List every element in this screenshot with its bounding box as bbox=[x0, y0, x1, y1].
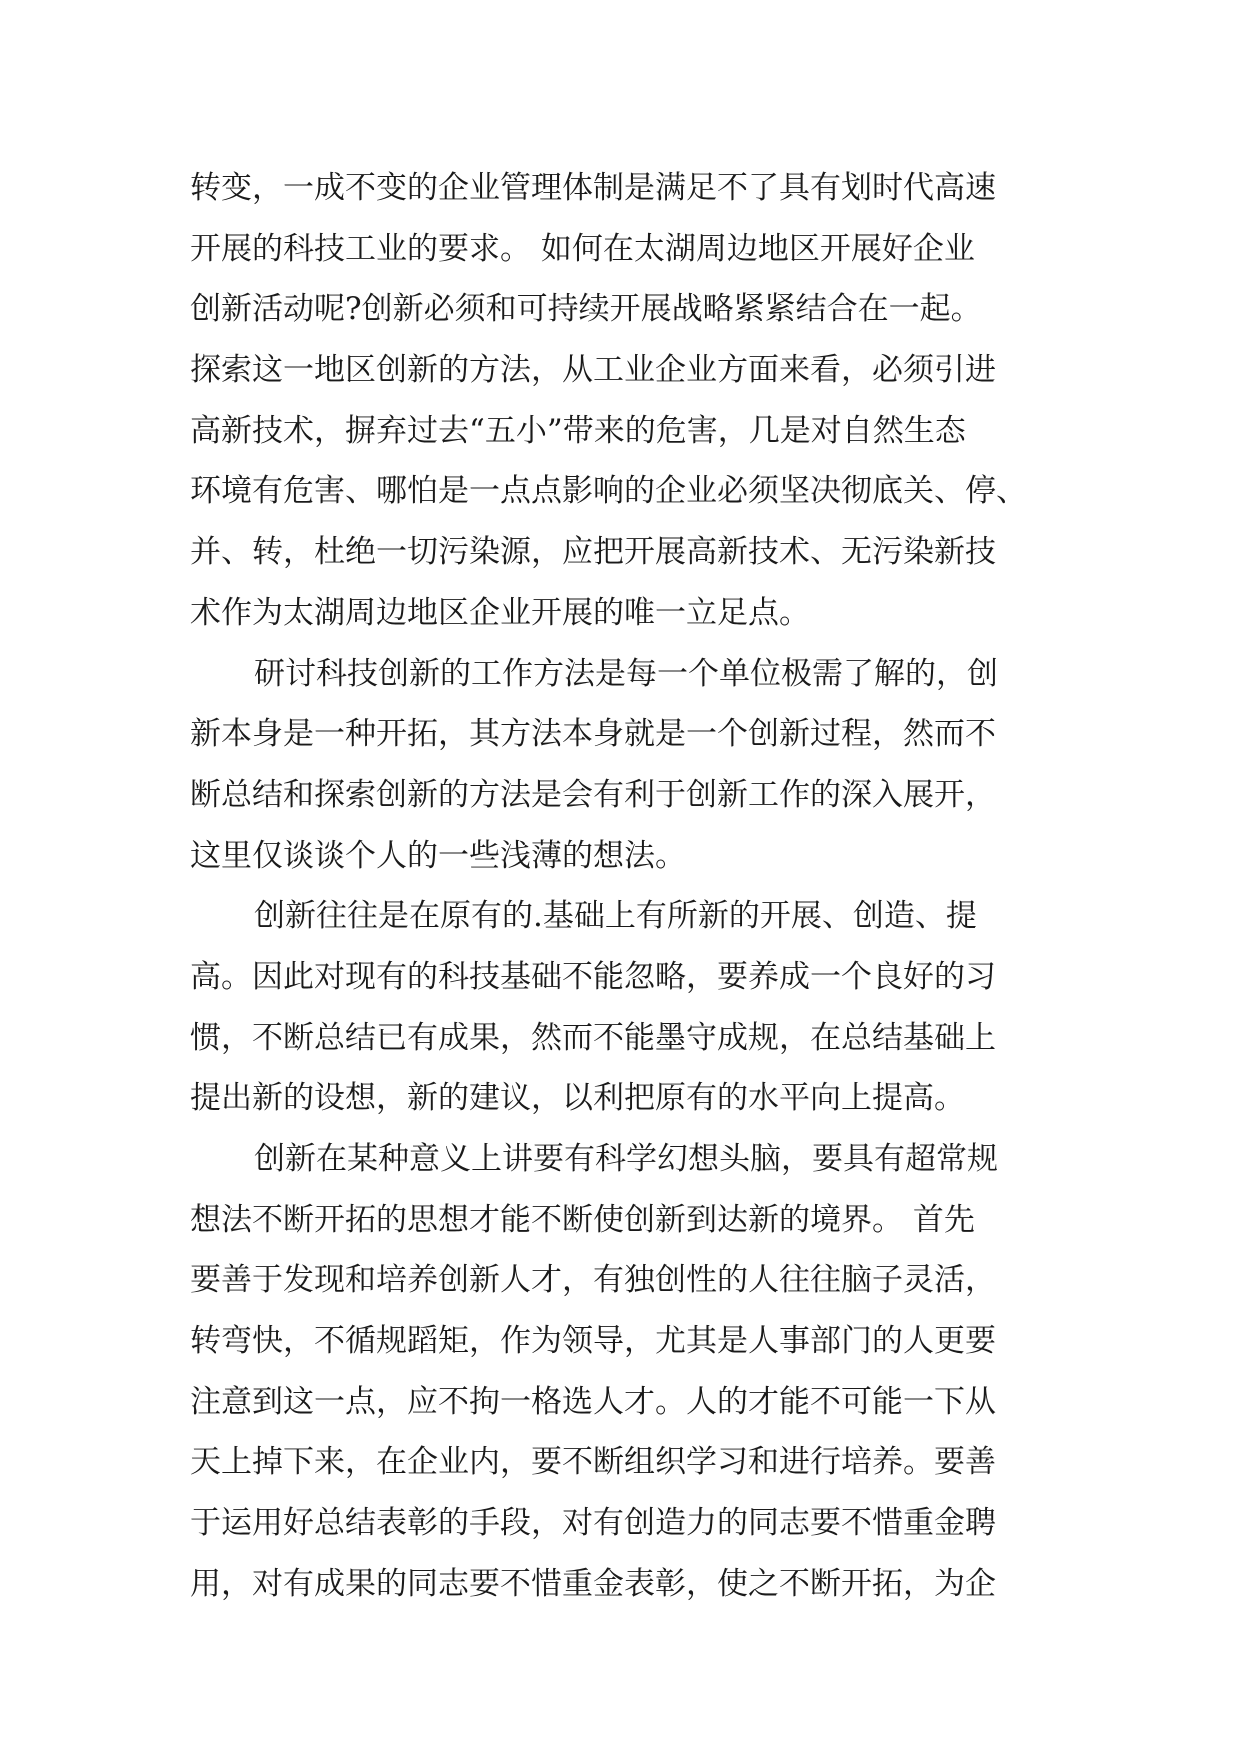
text-line: 新本身是一种开拓，其方法本身就是一个创新过程，然而不 bbox=[190, 716, 996, 753]
text-line: 创新往往是在原有的.基础上有所新的开展、创造、提 bbox=[254, 898, 977, 935]
text-line: 惯，不断总结已有成果，然而不能墨守成规，在总结基础上 bbox=[190, 1019, 996, 1056]
text-line: 环境有危害、哪怕是一点点影响的企业必须坚决彻底关、停、 bbox=[190, 473, 1027, 510]
text-line: 研讨科技创新的工作方法是每一个单位极需了解的，创 bbox=[254, 655, 998, 692]
text-line: 这里仅谈谈个人的一些浅薄的想法。 bbox=[190, 837, 686, 874]
text-line: 创新在某种意义上讲要有科学幻想头脑，要具有超常规 bbox=[254, 1141, 998, 1177]
text-line: 用，对有成果的同志要不惜重金表彰，使之不断开拓，为企 bbox=[190, 1565, 996, 1602]
text-line: 注意到这一点，应不拘一格选人才。人的才能不可能一下从 bbox=[190, 1383, 996, 1420]
text-line: 转变，一成不变的企业管理体制是满足不了具有划时代高速 bbox=[190, 170, 996, 206]
text-line: 天上掉下来，在企业内，要不断组织学习和进行培养。要善 bbox=[190, 1444, 996, 1481]
text-line: 断总结和探索创新的方法是会有利于创新工作的深入展开， bbox=[190, 776, 996, 813]
text-line: 提出新的设想，新的建议，以利把原有的水平向上提高。 bbox=[190, 1080, 965, 1117]
text-line: 术作为太湖周边地区企业开展的唯一立足点。 bbox=[190, 594, 810, 631]
text-line: 并、转，杜绝一切污染源，应把开展高新技术、无污染新技 bbox=[190, 534, 996, 571]
text-line: 于运用好总结表彰的手段，对有创造力的同志要不惜重金聘 bbox=[190, 1505, 996, 1542]
text-line: 探索这一地区创新的方法，从工业企业方面来看，必须引进 bbox=[190, 352, 996, 389]
text-line: 创新活动呢?创新必须和可持续开展战略紧紧结合在一起。 bbox=[190, 291, 982, 328]
text-line: 转弯快，不循规蹈矩，作为领导，尤其是人事部门的人更要 bbox=[190, 1323, 996, 1360]
text-line: 高新技术，摒弃过去“五小”带来的危害，几是对自然生态 bbox=[190, 412, 966, 449]
text-line: 要善于发现和培养创新人才，有独创性的人往往脑子灵活， bbox=[190, 1262, 996, 1299]
text-line: 开展的科技工业的要求。 如何在太湖周边地区开展好企业 bbox=[190, 230, 975, 267]
document-body bbox=[190, 158, 1065, 1615]
text-line: 高。因此对现有的科技基础不能忽略，要养成一个良好的习 bbox=[190, 958, 996, 995]
text-line: 想法不断开拓的思想才能不断使创新到达新的境界。 首先 bbox=[190, 1201, 975, 1238]
